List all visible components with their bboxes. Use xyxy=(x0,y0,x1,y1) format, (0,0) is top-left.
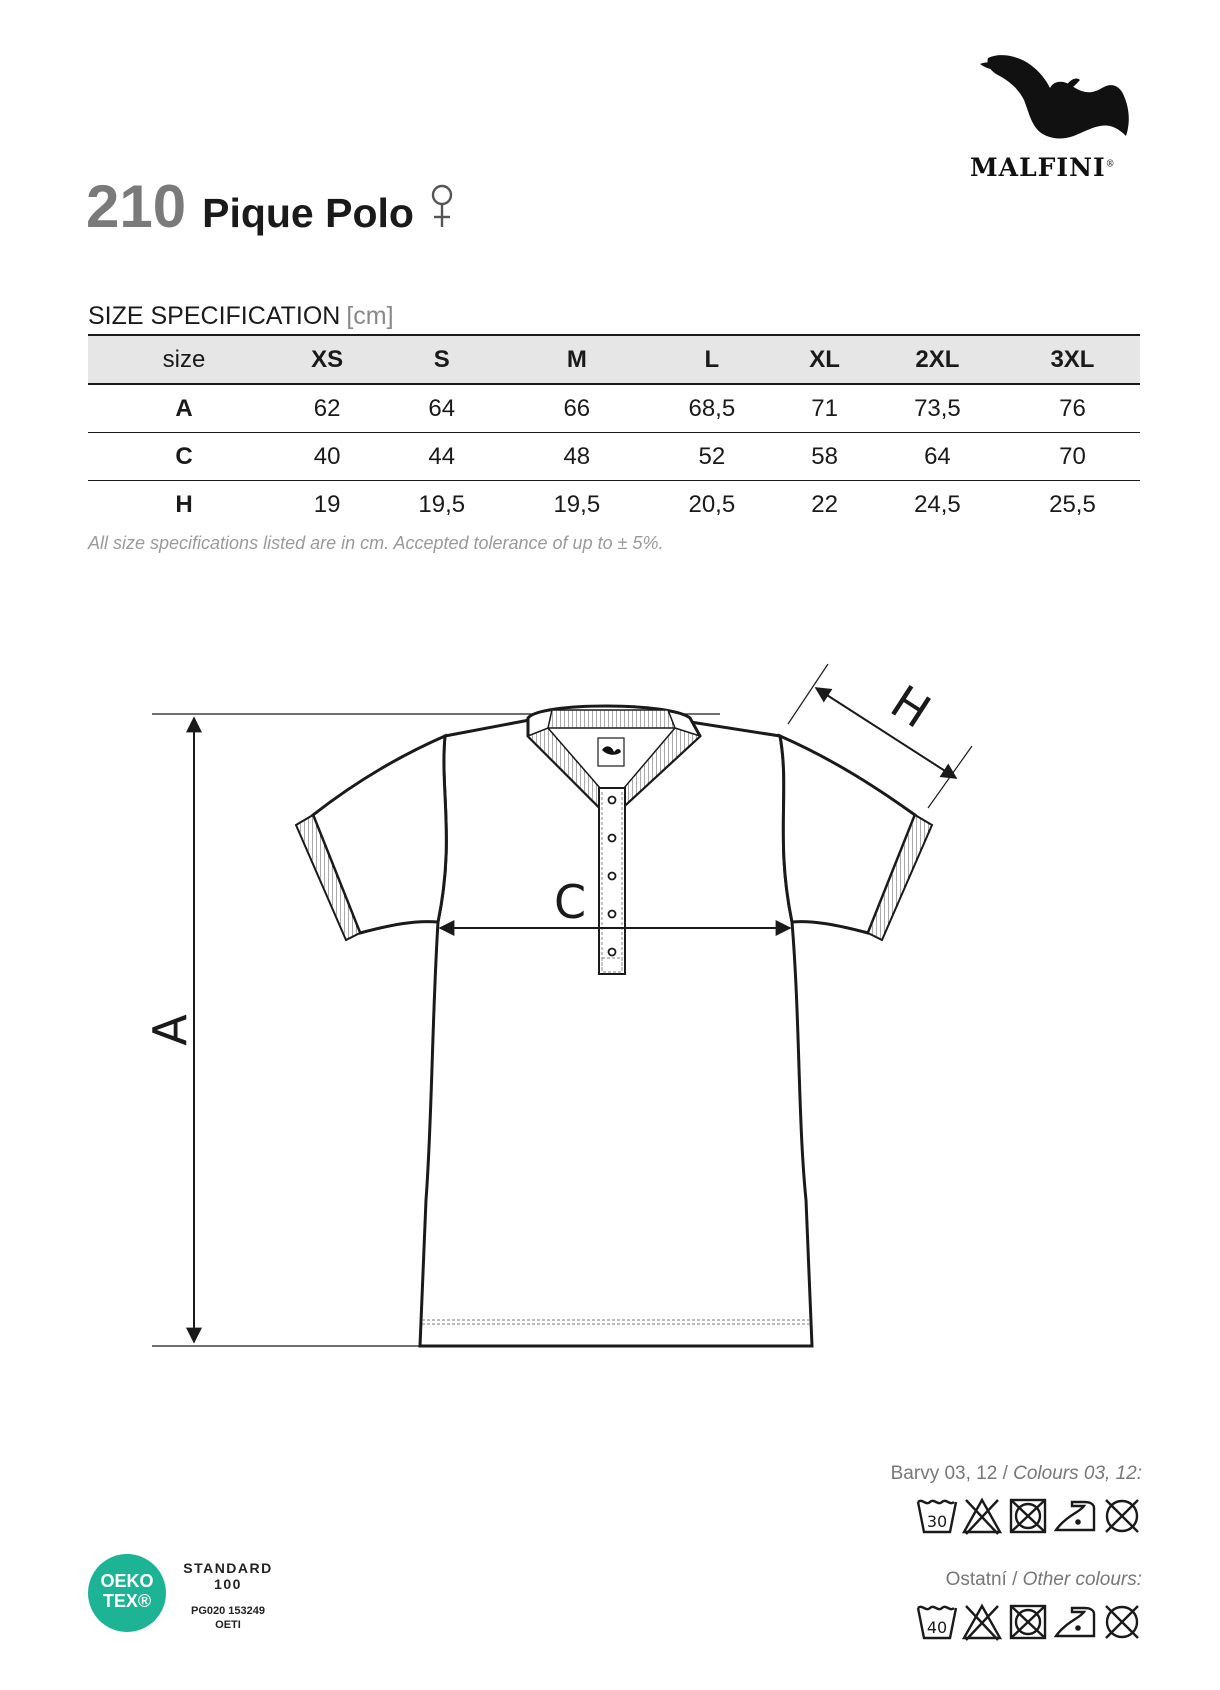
brand-wordmark: MALFINI® xyxy=(970,153,1116,182)
oeko-tex-code: PG020 153249 OETI xyxy=(190,1605,265,1631)
oeko-tex-badge: OEKO TEX® xyxy=(88,1554,166,1632)
table-row xyxy=(88,384,1140,433)
header-size-label: size xyxy=(88,335,280,384)
other-colours-care-label: Ostatní / Other colours: xyxy=(945,1569,1142,1590)
table-header-row xyxy=(88,335,1140,384)
no-bleach-icon xyxy=(964,1500,1000,1534)
iron-low-icon xyxy=(1056,1502,1094,1530)
h-extension-line xyxy=(928,746,972,808)
table-cell: 64 xyxy=(374,384,509,433)
row-label: H xyxy=(175,490,193,518)
table-cell: 48 xyxy=(509,433,644,481)
row-label: A xyxy=(88,384,280,433)
table-cell: 52 xyxy=(644,433,779,481)
no-dry-clean-icon xyxy=(1106,1500,1138,1532)
table-cell: 71 xyxy=(779,384,870,433)
care-symbols-other-colours xyxy=(916,1602,1142,1642)
svg-text:30: 30 xyxy=(926,1512,948,1531)
table-cell: 40 xyxy=(280,433,374,481)
eagle-logo-icon xyxy=(980,50,1135,150)
dimension-a-label: A xyxy=(143,1014,197,1046)
table-cell: 19,5 xyxy=(553,490,601,518)
size-spec-heading: SIZE SPECIFICATION [cm] xyxy=(88,302,394,330)
header-size-l: L xyxy=(644,335,779,384)
table-cell: 76 xyxy=(1005,384,1140,433)
product-title xyxy=(86,172,456,242)
placket xyxy=(599,788,625,974)
brand-logo xyxy=(960,50,1150,190)
header-size-m: M xyxy=(509,335,644,384)
product-name: Pique Polo xyxy=(202,190,414,236)
tolerance-note: All size specifications listed are in cm. Accepted tolerance of up to ± 5%. xyxy=(88,533,664,553)
table-cell: 20,5 xyxy=(688,490,736,518)
care-symbols-colours xyxy=(916,1496,1142,1536)
table-cell: 19 xyxy=(313,490,341,518)
colours-care-label: Barvy 03, 12 / Colours 03, 12: xyxy=(890,1463,1142,1484)
h-extension-line xyxy=(788,664,828,724)
dimension-c-label: C xyxy=(553,875,587,929)
size-spec-unit: [cm] xyxy=(346,302,394,330)
table-row xyxy=(88,433,1140,481)
wash-tub-icon xyxy=(918,1607,956,1638)
header-size-3xl: 3XL xyxy=(1005,335,1140,384)
oeko-tex-standard: STANDARD 100 xyxy=(183,1560,273,1592)
table-row xyxy=(88,481,1140,529)
oeko-tex-certification xyxy=(88,1554,308,1654)
size-spec-table xyxy=(88,334,1140,528)
no-tumble-dry-icon xyxy=(1011,1606,1045,1638)
polo-measurement-diagram xyxy=(0,640,1220,1360)
table-cell: 22 xyxy=(811,490,838,518)
table-cell: 70 xyxy=(1005,433,1140,481)
table-cell: 68,5 xyxy=(644,384,779,433)
header-size-2xl: 2XL xyxy=(870,335,1005,384)
table-cell: 66 xyxy=(509,384,644,433)
header-size-xs: XS xyxy=(280,335,374,384)
table-cell: 62 xyxy=(280,384,374,433)
dimension-h-label: H xyxy=(881,674,940,739)
table-cell: 25,5 xyxy=(1049,490,1096,518)
no-dry-clean-icon xyxy=(1106,1606,1138,1638)
table-cell: 64 xyxy=(870,433,1005,481)
iron-low-icon xyxy=(1056,1608,1094,1636)
table-cell: 73,5 xyxy=(870,384,1005,433)
no-bleach-icon xyxy=(964,1606,1000,1640)
no-tumble-dry-icon xyxy=(1011,1500,1045,1532)
polo-outline-drawing xyxy=(0,640,1220,1360)
female-symbol-icon xyxy=(428,183,456,229)
table-cell: 24,5 xyxy=(914,490,961,518)
header-size-xl: XL xyxy=(779,335,870,384)
row-label: C xyxy=(88,433,280,481)
table-cell: 19,5 xyxy=(418,490,466,518)
product-code: 210 xyxy=(86,173,187,240)
header-size-s: S xyxy=(374,335,509,384)
table-cell: 58 xyxy=(779,433,870,481)
wash-tub-icon xyxy=(918,1501,956,1532)
table-cell: 44 xyxy=(374,433,509,481)
svg-text:40: 40 xyxy=(926,1618,948,1637)
